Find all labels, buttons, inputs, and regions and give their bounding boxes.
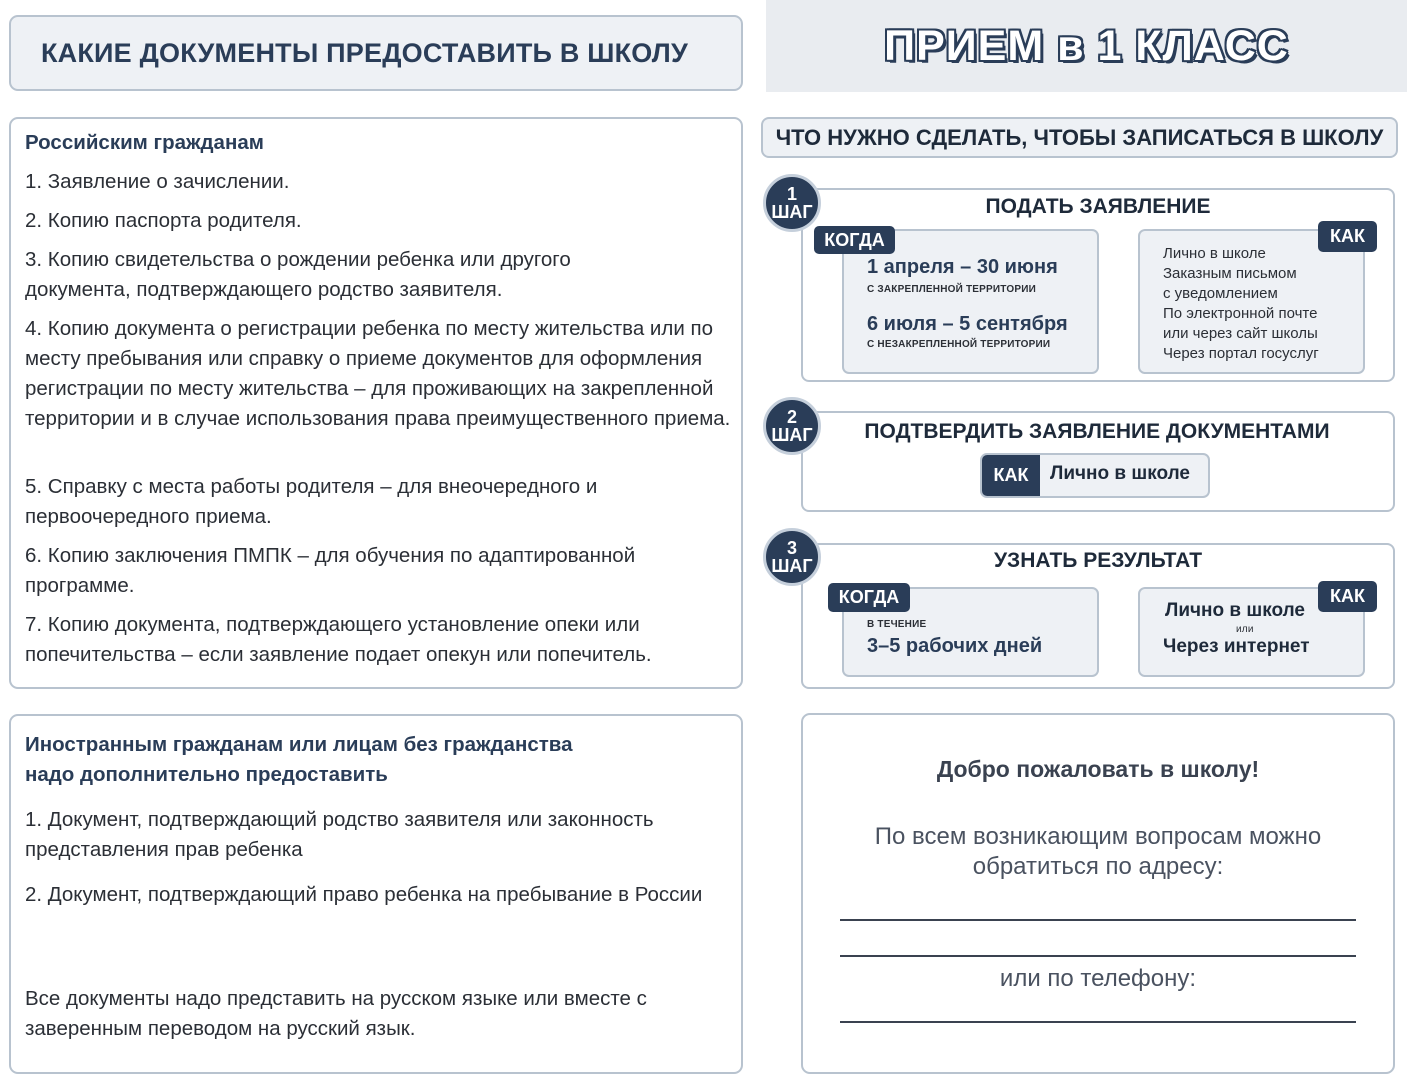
step-3-when-small: В ТЕЧЕНИЕ xyxy=(867,619,927,630)
foreign-title-line1: Иностранным гражданам или лицам без гражданства xyxy=(25,733,573,756)
documents-header xyxy=(9,15,743,91)
step-1-word: ШАГ xyxy=(771,202,813,222)
doc-item-1: 1. Заявление о зачислении. xyxy=(25,170,290,193)
phone-label: или по телефону: xyxy=(999,965,1197,992)
step-1-period-2: 6 июля – 5 сентября xyxy=(867,313,1068,335)
language-note: Все документы надо представить на русском языке или вместе с заверенным переводом на русский язык. xyxy=(25,987,647,1040)
step-2-how-value: Лично в школе xyxy=(1050,463,1190,484)
step-3-how-tag: КАК xyxy=(1318,581,1377,612)
doc-item-7: 7. Копию документа, подтверждающего установление опеки или попечительства – если заявление подает опекун или попечитель. xyxy=(25,613,652,666)
step-3-how-2: Через интернет xyxy=(1163,636,1310,657)
step-1-number: 1 xyxy=(786,184,797,204)
how-in-person: Лично в школе xyxy=(1163,245,1266,262)
step-3-number: 3 xyxy=(786,538,797,558)
step-3-when-tag: КОГДА xyxy=(828,583,910,612)
doc-item-5: 5. Справку с места работы родителя – для внеочередного и первоочередного приема. xyxy=(25,475,598,528)
foreign-title-line2: надо дополнительно предоставить xyxy=(25,763,388,786)
address-line-1 xyxy=(840,919,1356,921)
admission-title: ПРИЕМ в 1 КЛАСС xyxy=(884,21,1289,70)
step-1-how-list xyxy=(1163,244,1319,364)
how-gosuslugi: Через портал госуслуг xyxy=(1163,345,1319,362)
step-1-title: ПОДАТЬ ЗАЯВЛЕНИЕ xyxy=(985,195,1211,218)
doc-item-3: 3. Копию свидетельства о рождении ребенка или другого документа, подтверждающего родство заявителя. xyxy=(25,248,571,301)
how-email: По электронной почте xyxy=(1163,305,1318,322)
steps-title: ЧТО НУЖНО СДЕЛАТЬ, ЧТОБЫ ЗАПИСАТЬСЯ В ШКОЛУ xyxy=(761,117,1398,158)
step-1-how-tag: КАК xyxy=(1318,221,1377,252)
how-website: или через сайт школы xyxy=(1163,325,1318,342)
step-3-how-1: Лично в школе xyxy=(1165,600,1305,621)
address-line-2 xyxy=(840,955,1356,957)
step-1-badge xyxy=(763,174,821,232)
step-1-period-1: 1 апреля – 30 июня xyxy=(867,256,1058,278)
foreign-item-2: 2. Документ, подтверждающий право ребенка на пребывание в России xyxy=(25,883,703,906)
step-3-badge xyxy=(763,528,821,586)
documents-header-title: КАКИЕ ДОКУМЕНТЫ ПРЕДОСТАВИТЬ В ШКОЛУ xyxy=(41,37,688,68)
step-2-how-tag: КАК xyxy=(982,455,1040,496)
admission-header xyxy=(766,0,1407,92)
russian-citizens-title: Российским гражданам xyxy=(25,131,264,154)
how-registered-mail: Заказным письмом xyxy=(1163,265,1297,282)
welcome-text: Добро пожаловать в школу! xyxy=(936,756,1260,782)
doc-item-6: 6. Копию заключения ПМПК – для обучения по адаптированной программе. xyxy=(25,544,636,597)
how-with-notice: с уведомлением xyxy=(1163,285,1278,302)
doc-item-2: 2. Копию паспорта родителя. xyxy=(25,209,302,232)
step-2-badge xyxy=(763,397,821,455)
phone-line xyxy=(840,1021,1356,1023)
step-3-how-or: или xyxy=(1236,624,1254,635)
step-3-word: ШАГ xyxy=(771,556,813,576)
step-1-period-2-note: С НЕЗАКРЕПЛЕННОЙ ТЕРРИТОРИИ xyxy=(867,339,1051,350)
step-2-title: ПОДТВЕРДИТЬ ЗАЯВЛЕНИЕ ДОКУМЕНТАМИ xyxy=(864,420,1330,443)
doc-item-4: 4. Копию документа о регистрации ребенка по месту жительства или по месту пребывания или справку о приеме документов для оформления регистрации по месту жительства – для проживающих на закрепленной территории и в случае использования права преимущественного приема. xyxy=(25,317,731,430)
step-1-period-1-note: С ЗАКРЕПЛЕННОЙ ТЕРРИТОРИИ xyxy=(867,284,1036,295)
step-3-title: УЗНАТЬ РЕЗУЛЬТАТ xyxy=(993,549,1203,572)
foreign-item-1: 1. Документ, подтверждающий родство заявителя или законность представления прав ребенка xyxy=(25,808,654,861)
step-2-number: 2 xyxy=(786,407,797,427)
contact-line-2: обратиться по адресу: xyxy=(972,853,1224,880)
contact-line-1: По всем возникающим вопросам можно xyxy=(874,823,1322,850)
step-1-when-tag: КОГДА xyxy=(814,226,895,254)
step-3-when-value: 3–5 рабочих дней xyxy=(867,635,1043,657)
step-2-word: ШАГ xyxy=(771,425,813,445)
